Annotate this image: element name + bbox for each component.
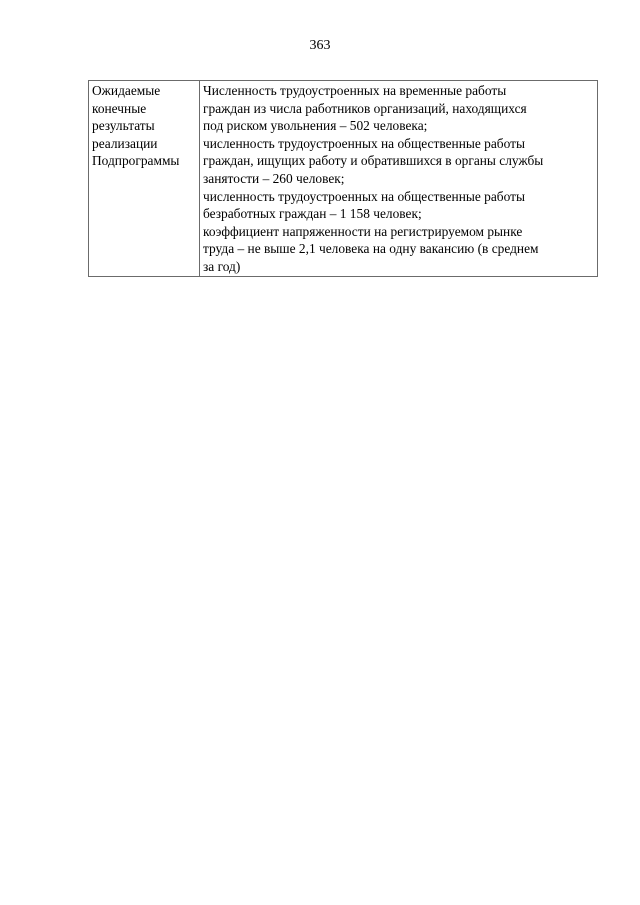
- results-table: [88, 80, 598, 277]
- content-line: численность трудоустроенных на общественные работы: [203, 135, 525, 151]
- content-line: за год): [203, 258, 241, 274]
- content-line: под риском увольнения – 502 человека;: [203, 118, 428, 134]
- content-cell: [200, 81, 598, 277]
- content-line: безработных граждан – 1 158 человек;: [203, 206, 422, 222]
- content-line: Численность трудоустроенных на временные работы: [203, 83, 507, 98]
- label-line: Подпрограммы: [92, 153, 180, 169]
- label-line: Ожидаемые: [92, 83, 161, 98]
- content-line: граждан из числа работников организаций, находящихся: [203, 100, 527, 116]
- table-row: [89, 81, 598, 277]
- label-cell: [89, 81, 200, 277]
- page-number: 363: [309, 38, 331, 53]
- content-line: численность трудоустроенных на общественные работы: [203, 188, 525, 204]
- label-line: конечные: [92, 100, 147, 116]
- content-line: занятости – 260 человек;: [203, 170, 345, 186]
- content-line: труда – не выше 2,1 человека на одну вакансию (в среднем: [203, 241, 539, 257]
- label-line: результаты: [92, 118, 155, 134]
- content-line: коэффициент напряженности на регистрируемом рынке: [203, 223, 523, 239]
- label-line: реализации: [92, 135, 158, 151]
- content-line: граждан, ищущих работу и обратившихся в органы службы: [203, 153, 544, 169]
